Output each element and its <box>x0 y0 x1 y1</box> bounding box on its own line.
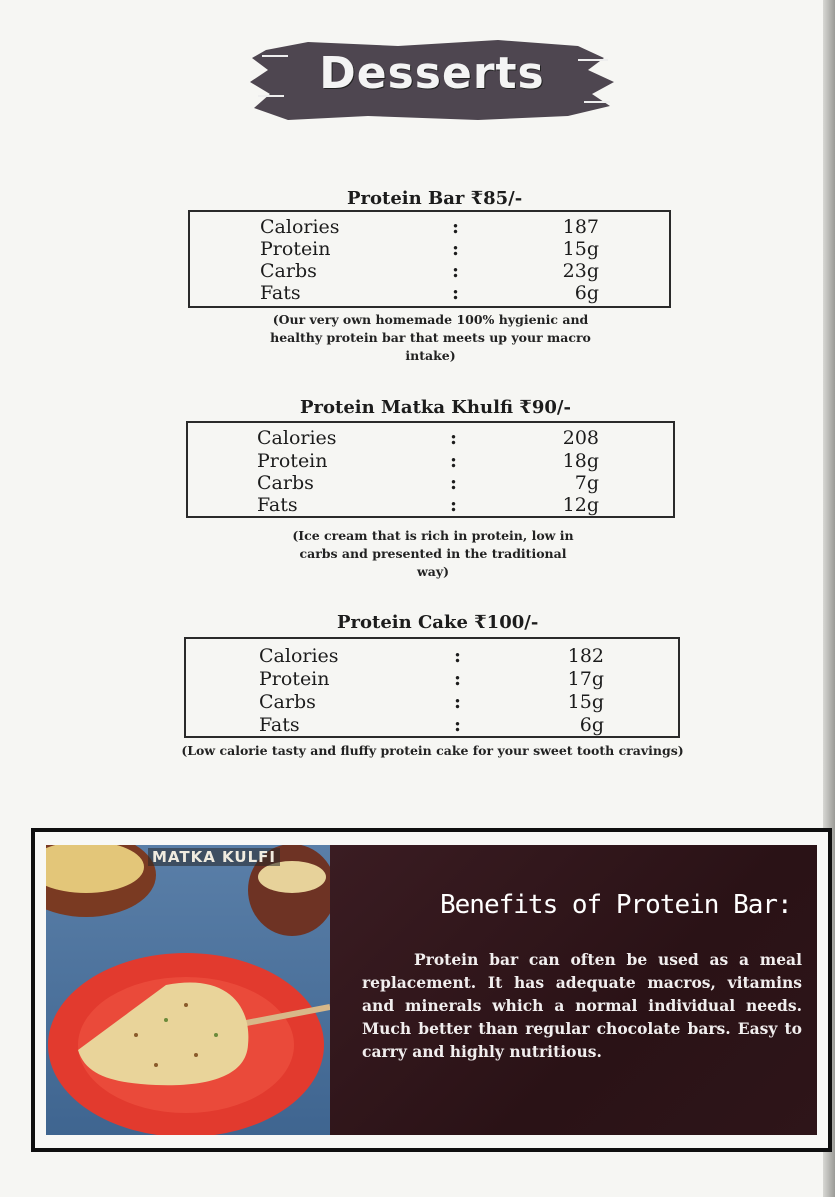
nutrition-row <box>190 260 669 282</box>
nutrition-table <box>186 421 675 518</box>
nutrition-label: Protein <box>257 450 328 472</box>
separator: : <box>454 714 462 736</box>
benefits-text: Protein bar can often be used as a meal replacement. It has adequate macros, vitamins and minerals which a normal individual needs. Much better than regular chocolate bars. Easy to carry and highly nutritious. <box>362 950 802 1061</box>
title-banner <box>248 36 616 122</box>
separator: : <box>454 691 462 713</box>
nutrition-label: Fats <box>260 282 301 304</box>
nutrition-row <box>188 472 673 494</box>
nutrition-value: 18g <box>562 450 599 472</box>
separator: : <box>454 668 462 690</box>
item-title-protein-matka-khulfi: Protein Matka Khulfi ₹90/- <box>300 397 571 418</box>
nutrition-row <box>186 691 678 713</box>
separator: : <box>452 260 460 282</box>
benefits-heading: Benefits of Protein Bar: <box>440 890 792 920</box>
nutrition-label: Carbs <box>260 260 317 282</box>
separator: : <box>450 472 458 494</box>
nutrition-table <box>184 637 680 738</box>
nutrition-row <box>186 714 678 736</box>
nutrition-value: 15g <box>562 238 599 260</box>
nutrition-row <box>186 668 678 690</box>
nutrition-value: 6g <box>574 282 599 304</box>
nutrition-row <box>188 450 673 472</box>
separator: : <box>452 216 460 238</box>
photo-caption: MATKA KULFI <box>148 848 280 866</box>
nutrition-label: Calories <box>259 645 339 667</box>
nutrition-value: 187 <box>562 216 599 238</box>
nutrition-value: 208 <box>562 427 599 449</box>
separator: : <box>450 494 458 516</box>
separator: : <box>452 238 460 260</box>
matka-kulfi-photo <box>46 845 330 1135</box>
item-description: (Our very own homemade 100% hygienic and healthy protein bar that meets up your macro intake) <box>270 312 591 363</box>
page-title: Desserts <box>319 48 545 99</box>
nutrition-value: 12g <box>562 494 599 516</box>
nutrition-label: Carbs <box>257 472 314 494</box>
item-title-protein-bar: Protein Bar ₹85/- <box>347 188 523 209</box>
nutrition-row <box>190 216 669 238</box>
nutrition-table <box>188 210 671 308</box>
nutrition-value: 23g <box>562 260 599 282</box>
nutrition-row <box>190 238 669 260</box>
nutrition-label: Calories <box>260 216 340 238</box>
separator: : <box>450 427 458 449</box>
nutrition-value: 6g <box>579 714 604 736</box>
nutrition-label: Carbs <box>259 691 316 713</box>
nutrition-value: 15g <box>567 691 604 713</box>
item-description: (Ice cream that is rich in protein, low in carbs and presented in the traditional way) <box>292 528 574 579</box>
separator: : <box>452 282 460 304</box>
item-description: (Low calorie tasty and fluffy protein cake for your sweet tooth cravings) <box>181 743 684 758</box>
separator: : <box>450 450 458 472</box>
nutrition-value: 17g <box>567 668 604 690</box>
nutrition-label: Fats <box>257 494 298 516</box>
nutrition-row <box>190 282 669 304</box>
nutrition-value: 182 <box>567 645 604 667</box>
nutrition-label: Protein <box>259 668 330 690</box>
nutrition-value: 7g <box>574 472 599 494</box>
nutrition-label: Calories <box>257 427 337 449</box>
separator: : <box>454 645 462 667</box>
kulfi-illustration <box>46 845 330 1135</box>
item-title-protein-cake: Protein Cake ₹100/- <box>337 612 539 633</box>
nutrition-row <box>188 427 673 449</box>
nutrition-label: Fats <box>259 714 300 736</box>
nutrition-row <box>186 645 678 667</box>
nutrition-row <box>188 494 673 516</box>
nutrition-label: Protein <box>260 238 331 260</box>
